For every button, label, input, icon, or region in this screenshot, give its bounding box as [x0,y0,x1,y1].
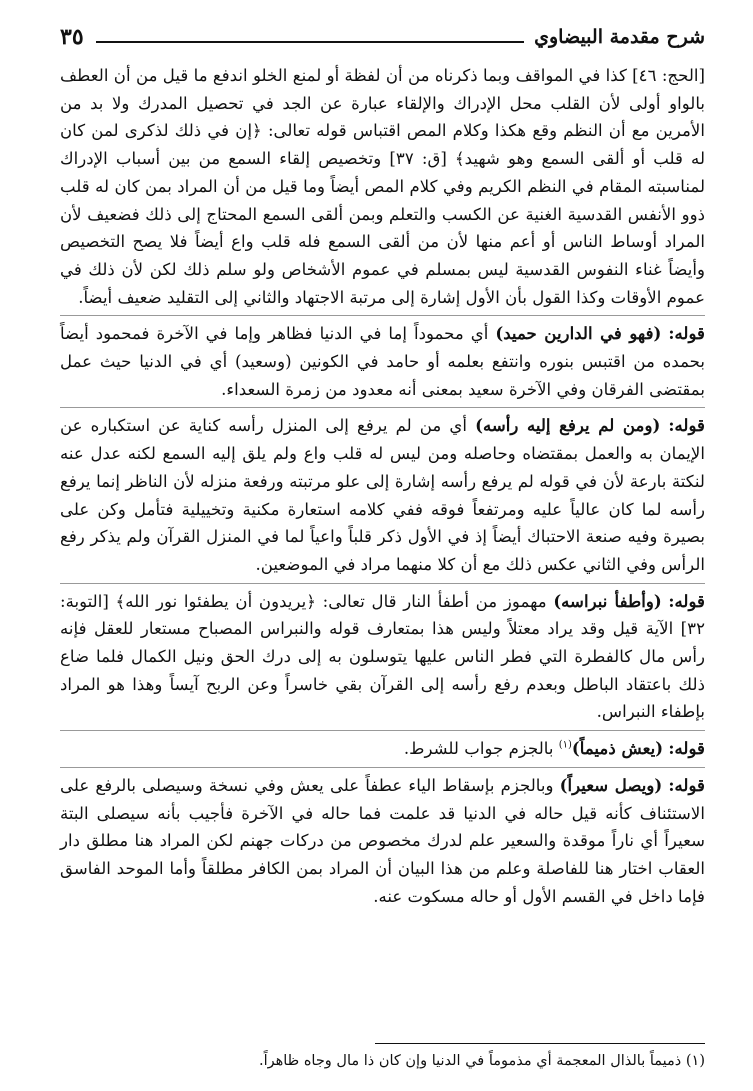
footnote-reference: (١) [558,739,572,751]
header-rule [96,41,524,43]
paragraph-separator [60,583,705,584]
paragraph-1 [60,62,705,311]
running-header [60,22,705,52]
qawluh-label: قوله: [668,323,705,344]
quoted-phrase: (يعش ذميماً) [571,738,664,759]
qawluh-label: قوله: [668,415,705,436]
paragraph-text: أي محموداً إما في الدنيا فظاهر وإما في الآخرة فمحمود أيضاً بحمده من اقتبس بنوره وانتفع بعلمه أو حامد في الكونين (وسعيد) أي في الدنيا حيث عمل بمقتضى الفرقان وفي الآخرة سعيد بمعنى أنه معدود من زمرة السعداء. [60,324,705,399]
qawluh-label: قوله: [668,738,705,759]
footnote-rule [375,1043,705,1044]
paragraph-separator [60,315,705,316]
paragraph-text: بالجزم جواب للشرط. [403,739,554,759]
paragraph-text: أي من لم يرفع إلى المنزل رأسه كناية عن استكباره عن الإيمان به والعمل بمقتضاه وحاصله ومن ليس له قلب واع ولم يلق إليه السمع لكنه عدل عنه لنكتة بارعة لأن في قوله لم يرفع رأسه إشارة إلى علو مرتبته ورفعة منزله لأن الناظر إنما يرفع رأسه لما كان عالياً عليه ومرتفعاً فوقه ففي كلامه استعارة مكنية وتخييلية فتأمل وكن على بصيرة وفيه صنعة الاحتباك أيضاً إذ في الأول ذكر قلباً واعياً لما في المنزل القرآن ولم يذكر رفع الرأس وفي الثاني عكس ذلك مع أن كلا منهما مراد في الموضعين. [60,416,705,574]
paragraph-separator [60,730,705,731]
paragraph-text: وبالجزم بإسقاط الياء عطفاً على يعش وفي نسخة وسيصلى بالرفع على الاستئناف كأنه قيل حاله في الدنيا قد علمت فما حاله في الآخرة فأجيب بأنه سيصلى البتة سعيراً أي ناراً موقدة والسعير علم لدرك مخصوص من دركات جهنم لكن المراد هنا مطلق دار العقاب اختار هنا للفاصلة وعلم من هذا البيان أن المراد بمن الكافر مطلقاً وأما الموحد الفاسق فإما داخل في القسم الأول أو حاله مسكوت عنه. [60,775,705,906]
quoted-phrase: (ويصل سعيراً) [559,774,663,795]
footnote [60,1050,705,1072]
paragraph-text: [الحج: ٤٦] كذا في المواقف وبما ذكرناه من أن لفظة أو لمنع الخلو اندفع ما قيل من أن العطف بالواو أولى لأن القلب محل الإدراك والإلقاء عبارة عن الجد في تحصيل المدرك ولا بد من الأمرين مع أن النظم وقع هكذا وكلام المص اقتباس قوله تعالى: ﴿إن في ذلك لذكرى لمن كان له قلب أو ألقى السمع وهو شهيد﴾ [ق: ٣٧] وتخصيص إلقاء السمع من بين أسباب الإدراك لمناسبته المقام في النظم الكريم وفي كلام المص أيضاً وما قيل من أن المراد بمن كان له قلب ذوو الأنفس القدسية الغنية عن الكسب والتعلم وبمن ألقى السمع المحتاج إلى ذلك فضعيف لأن المراد أوساط الناس أو أعم منها لأن من ألقى السمع فله قلب واع أيضاً فلا يصح التخصيص وأيضاً غناء النفوس القدسية ليس بمسلم في عموم الأشخاص ولو سلم ذلك لكن لأن ذلك في عموم الأوقات وكذا القول بأن الأول إشارة إلى مرتبة الاجتهاد والثاني إلى التقليد ضعيف أيضاً. [60,66,705,307]
paragraph-4 [60,588,705,727]
quoted-phrase: (ومن لم يرفع إليه رأسه) [475,415,661,436]
footnote-number: (١) [685,1053,705,1069]
paragraph-6 [60,772,705,911]
paragraph-5 [60,735,705,763]
paragraph-separator [60,767,705,768]
footnote-text: ذميماً بالذال المعجمة أي مذموماً في الدنيا وإن كان ذا مال وجاه ظاهراً. [258,1053,682,1069]
quoted-phrase: (فهو في الدارين حميد) [495,323,662,344]
main-text [60,62,705,910]
running-title: شرح مقدمة البيضاوي [534,26,705,48]
paragraph-text: مهموز من أطفأ النار قال تعالى: ﴿يريدون أن يطفئوا نور الله﴾ [التوبة: ٣٢] الآية قيل وقد يراد معتلاً وليس هذا بمتعارف قوله والنبراس المصباح مستعار للعقل فإنه رأس مال كالفطرة التي فطر الناس عليها يتوسلون به إلى درك الحق ونيل الكمال فلما ضاع ذلك باعتقاد الباطل وبعدم رفع رأسه إلى القرآن بقي خاسراً وعن الربح آيساً وهذا هو المراد بإطفاء النبراس. [60,591,705,722]
paragraph-3 [60,412,705,578]
paragraph-2 [60,320,705,403]
qawluh-label: قوله: [668,590,705,611]
quoted-phrase: (وأطفأ نبراسه) [553,590,662,611]
page-number: ٣٥ [60,24,84,50]
qawluh-label: قوله: [668,774,705,795]
paragraph-separator [60,407,705,408]
